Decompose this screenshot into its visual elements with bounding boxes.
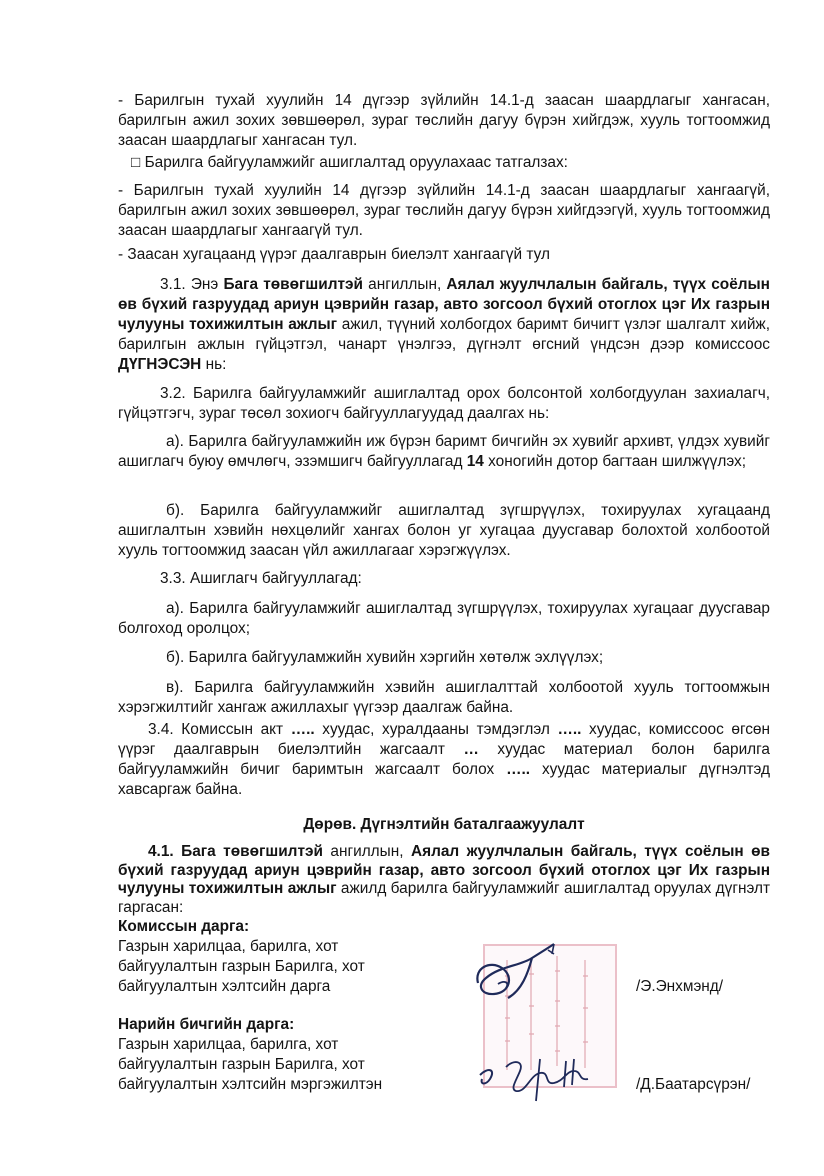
s34-blank-3: … — [463, 741, 479, 758]
chair-position-line-1: Газрын харилцаа, барилга, хот — [118, 938, 339, 955]
s34-blank-4: ….. — [506, 761, 531, 778]
s32a-c: хоногийн дотор багтаан шилжүүлэх; — [483, 453, 746, 470]
secretary-heading: Нарийн бичгийн дарга: — [118, 1016, 295, 1033]
s31-e: ажил, түүний холбогдох баримт бичигт үзлэг шалгалт хийж, барилгын ажлын гүйцэтгэл, чанарт үнэлгээ, дүгнэлт өгсний үндсэн дээр комиссоос — [118, 316, 771, 353]
s34-f: хуудас материалыг дүгнэлтэд хавсаргаж байна. — [118, 761, 771, 798]
secretary-position-line-3: байгуулалтын хэлтсийн мэргэжилтэн — [118, 1076, 383, 1093]
paragraph-approve-conditions: - Барилгын тухай хуулийн 14 дүгээр зүйлийн 14.1-д заасан шаардлагыг хангасан, барилгын ажил зохих зөвшөөрөл, зураг төслийн дагуу бүрэн хийгдэж, хууль тогтоомжид заасан шаардлагыг хангасан тул. — [118, 92, 770, 149]
section-4-title: Дөрөв. Дүгнэлтийн баталгаажуулалт — [303, 816, 585, 833]
chair-position-line-2: байгуулалтын газрын Барилга, хот — [118, 958, 365, 975]
s41-project-name: Аялал жуулчлалын байгаль, түүх соёлын өв бүхий газруудад ариун цэврийн газар, авто зогсоол бүхий отоглох цэг Их газрын чулууны тохижилтын ажлыг — [118, 843, 771, 897]
s34-c: хуудас, комиссоос өгсөн үүрэг даалгаврын биелэлтийн жагсаалт — [118, 721, 770, 758]
paragraph-refuse-conditions: - Барилгын тухай хуулийн 14 дүгээр зүйлийн 14.1-д заасан шаардлагыг хангаагүй, барилгын ажил зохих зөвшөөрөл, зураг төслийн дагуу бүрэн хийгдээгүй, хууль тогтоомжид заасан шаардлагыг хангаагүй тул. — [118, 182, 770, 239]
secretary-signature — [470, 1045, 605, 1105]
section-4-1 — [118, 843, 770, 917]
s34-blank-1: ….. — [290, 721, 315, 738]
s31-a: 3.1. Энэ — [160, 276, 224, 293]
section-3-3-a: а). Барилга байгууламжийг ашиглалтад зүгшрүүлэх, тохируулах хугацааг дуусгавар болгоход оролцох; — [118, 600, 770, 637]
option-refuse — [131, 153, 771, 173]
s31-c: ангиллын, — [362, 276, 447, 293]
s34-b: хуудас, хуралдааны тэмдэглэл — [314, 721, 558, 738]
secretary-position-line-2: байгуулалтын газрын Барилга, хот — [118, 1056, 365, 1073]
chair-heading: Комиссын дарга: — [118, 918, 250, 935]
s34-blank-2: ….. — [557, 721, 582, 738]
section-3-3: 3.3. Ашиглагч байгууллагад: — [160, 570, 362, 587]
secretary-position-line-1: Газрын харилцаа, барилга, хот — [118, 1036, 339, 1053]
section-3-2-a — [118, 432, 770, 472]
s32a-a: а). Барилга байгууламжийн иж бүрэн баримт бичгийн эх хувийг архивт, үлдэх хувийг ашиглагч буюу өмчлөгч, эзэмшигч байгууллагад — [118, 433, 770, 470]
checkbox-icon: □ — [131, 154, 141, 171]
chair-signature — [470, 938, 570, 1008]
section-3-1 — [118, 275, 770, 375]
s41-a: 4.1. Бага төвөгшилтэй — [148, 843, 323, 860]
s31-b: Бага төвөгшилтэй — [223, 276, 363, 293]
s41-b: ангиллын, — [322, 843, 411, 860]
section-3-2-b: б). Барилга байгууламжийг ашиглалтад зүгшрүүлэх, тохируулах хугацаанд ашиглалтын хэвийн нөхцөлийг хангах болон уг хугацаа дуусгавар болохтой холбоотой хууль тогтоомжид заасан үйл ажиллагааг хэрэгжүүлэх. — [118, 502, 770, 559]
s32a-days: 14 — [466, 453, 484, 470]
secretary-name: /Д.Баатарсүрэн/ — [636, 1076, 751, 1093]
chair-name: /Э.Энхмэнд/ — [636, 978, 724, 995]
option-refuse-label: Барилга байгууламжийг ашиглалтад оруулахаас татгалзах: — [144, 154, 568, 171]
section-3-3-b: б). Барилга байгууламжийн хувийн хэргийн хөтөлж эхлүүлэх; — [166, 649, 604, 666]
s31-concluded: ДҮГНЭСЭН — [118, 356, 202, 373]
s31-project-name: Аялал жуулчлалын байгаль, түүх соёлын өв бүхий газруудад ариун цэврийн газар, авто зогсоол бүхий отоглох цэг Их газрын чулууны тохижилтын ажлыг — [118, 276, 770, 333]
s34-a: 3.4. Комиссын акт — [148, 721, 291, 738]
chair-position-line-3: байгуулалтын хэлтсийн дарга — [118, 978, 331, 995]
s41-d: ажилд барилга байгууламжийг ашиглалтад оруулах дүгнэлт гаргасан: — [118, 880, 770, 916]
s31-g: нь: — [201, 356, 227, 373]
section-3-3-c: в). Барилга байгууламжийн хэвийн ашиглалттай холбоотой хууль тогтоомжын хэрэгжилтийг хангаж ажиллахыг үүгээр даалгаж байна. — [118, 679, 770, 716]
section-3-4 — [118, 720, 770, 800]
s34-e: хуудас материал болон барилга байгууламжийн бичиг баримтын жагсаалт болох — [118, 741, 770, 778]
section-3-2: 3.2. Барилга байгууламжийг ашиглалтад орох болсонтой холбогдуулан захиалагч, гүйцэтгэгч, зураг төсөл зохиогч байгууллагуудад даалгах нь: — [118, 385, 770, 422]
paragraph-deadline-not-met: - Заасан хугацаанд үүрэг даалгаврын биелэлт хангаагүй тул — [118, 246, 550, 263]
